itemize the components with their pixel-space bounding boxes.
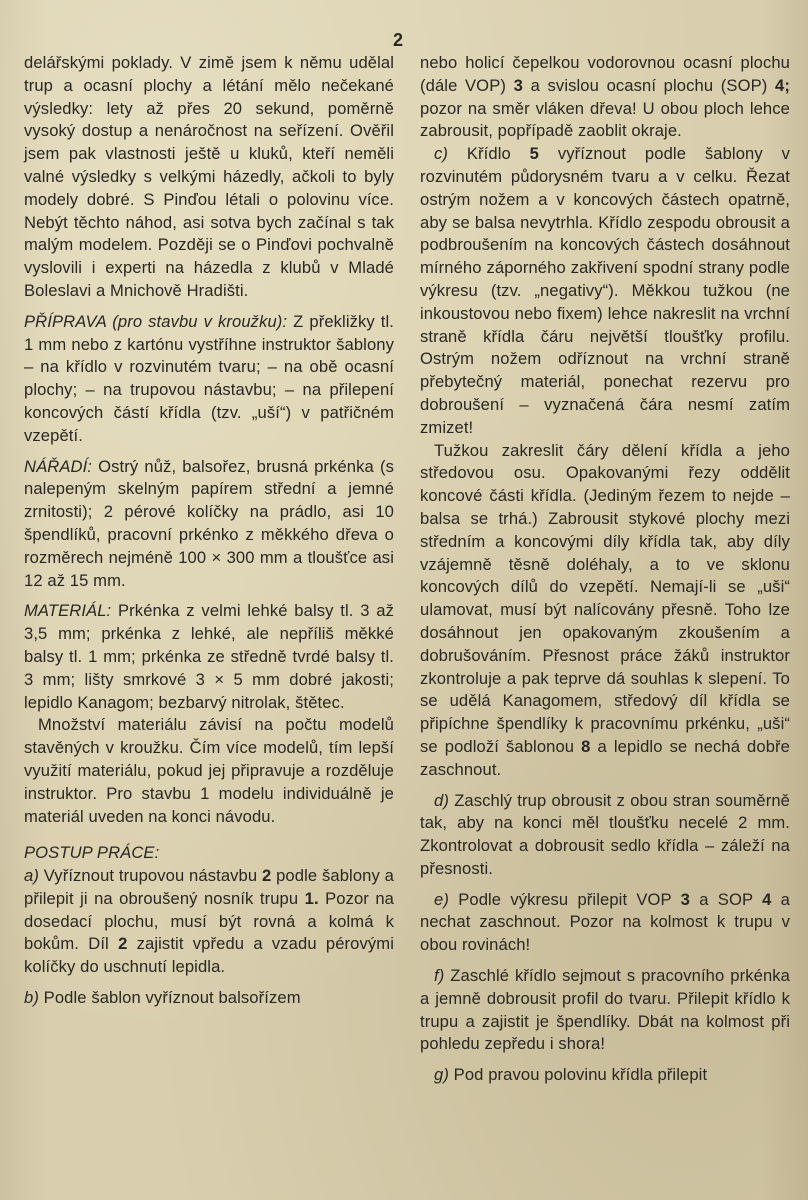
material-heading: MATERIÁL:: [24, 601, 112, 621]
material-text: Prkénka z velmi lehké balsy tl. 3 až 3,5 mm; prkénka z lehké, ale nepříliš měkké balsy tl. 1 mm; prkénka ze středně tvrdé balsy tl. 3 mm; lišty smrkové 3 × 5 mm dobré jakosti; lepidlo Kanagom; bezbarvý nitrolak, štětec.: [24, 601, 394, 712]
page-number: 2: [393, 30, 404, 50]
step-c-text-4: a lepidlo se nechá dobře zaschnout.: [420, 736, 790, 779]
step-a-text-4: zajistit vpředu a vzadu pérovými kolíčky do uschnutí lepidla.: [24, 934, 394, 977]
part-number: 4;: [775, 75, 790, 95]
step-c-label: c): [434, 144, 449, 164]
step-a-label: a): [24, 866, 39, 886]
step-b-text: Podle šablon vyříznout balsořízem: [38, 988, 301, 1008]
step-f-paragraph: [420, 965, 790, 1056]
left-column: [24, 52, 394, 1018]
part-number: 3: [680, 889, 691, 909]
step-d-label: d): [434, 790, 449, 810]
naradi-heading: NÁŘADÍ:: [24, 456, 93, 476]
step-b-cont-text-2: a svislou ocasní plochu (SOP): [522, 75, 776, 95]
step-d-paragraph: [420, 790, 790, 881]
step-b-cont-text-3: pozor na směr vláken dřeva! U obou ploch lehce zabrousit, popřípadě zaoblit okraje.: [420, 98, 790, 141]
priprava-heading: PŘÍPRAVA (pro stavbu v kroužku):: [24, 311, 288, 331]
intro-paragraph: delářskými poklady. V zimě jsem k němu udělal trup a ocasní plochy a létání mělo nečekané výsledky: lety až přes 20 sekund, poměrně vysoký dostup a nenáročnost na seřízení. Ověřil jsem pak vlastnosti ještě u kluků, kteří neměli valné výsledky s velkými házedly, ačkoli to byly modely dobré. S Pinďou létali o polovinu více. Nebýt těchto náhod, asi sotva bych začínal s tak malým modelem. Později se o Pinďovi pochvalně vyslovili i experti na házedla z klubů v Mladé Boleslavi a Mnichově Hradišti.: [24, 53, 394, 300]
priprava-text: Z překližky tl. 1 mm nebo z kartónu vystříhne instruktor šablony – na křídlo v rozvinutém tvaru; – na obě ocasní plochy; – na trupovou nástavbu; – na přilepení koncových částí křídla (tzv. „uší“) v patřičném vzepětí.: [24, 311, 394, 445]
part-number: 8: [581, 736, 591, 756]
step-e-text-1: Podle výkresu přilepit VOP: [448, 889, 681, 909]
step-g-label: g): [434, 1065, 449, 1085]
part-number: 5: [529, 144, 540, 164]
part-number: 2: [118, 934, 128, 954]
step-e-label: e): [434, 889, 449, 909]
step-c-text-1: Křídlo: [448, 144, 530, 164]
postup-heading: POSTUP PRÁCE:: [24, 843, 160, 863]
step-a-paragraph: [24, 865, 394, 979]
part-number: 3: [513, 75, 523, 95]
naradi-text: Ostrý nůž, balsořez, brusná prkénka (s nalepeným skelným papírem střední a jemné zrnitosti); 2 pérové kolíčky na prádlo, asi 10 špendlíků, pracovní prkénko z měkkého dřeva o rozměrech nejméně 100 × 300 mm a tloušťce asi 12 až 15 mm.: [24, 456, 394, 590]
step-g-text: Pod pravou polovinu křídla přilepit: [448, 1065, 708, 1085]
step-a-text-3: Pozor na dosedací plochu, musí být rovná a kolmá k bokům. Díl: [24, 888, 394, 954]
step-b-cont-text-1: nebo holicí čepelkou vodorovnou ocasní plochu (dále VOP): [420, 53, 790, 95]
step-g-paragraph: [420, 1064, 790, 1087]
step-e-text-2: a SOP: [690, 889, 763, 909]
step-b-continued: [420, 52, 790, 143]
part-number: 1.: [304, 888, 319, 908]
priprava-paragraph: [24, 311, 394, 448]
step-e-text-3: a nechat zaschnout. Pozor na kolmost k trupu v obou rovinách!: [420, 889, 790, 955]
step-b-label: b): [24, 988, 39, 1008]
step-a-text-2: podle šablony a přilepit ji na obroušený nosník trupu: [24, 866, 394, 908]
step-e-paragraph: [420, 889, 790, 957]
step-c-paragraph: [420, 143, 790, 439]
step-c-continued: [420, 440, 790, 782]
step-f-label: f): [434, 966, 445, 986]
material-paragraph: [24, 600, 394, 714]
naradi-paragraph: [24, 456, 394, 593]
right-column: [420, 52, 790, 1095]
mnozstvi-paragraph: Množství materiálu závisí na počtu modelů stavěných v kroužku. Čím více modelů, tím lepší využití materiálu, pokud jej připravuje a rozděluje instruktor. Pro stavbu 1 modelu individuálně je materiál uveden na konci návodu.: [24, 715, 394, 826]
step-f-text: Zaschlé křídlo sejmout s pracovního prkénka a jemně dobrousit profil do tvaru. Přilepit křídlo k trupu a zajistit je špendlíky. Dbát na kolmost při pohledu zepředu i shora!: [420, 966, 790, 1054]
step-c-text-3: Tužkou zakreslit čáry dělení křídla a jeho středovou osu. Opakovanými řezy oddělit koncové části křídla. (Jediným řezem to nejde – balsa se trhá.) Zabrousit stykové plochy mezi středním a koncovými díly křídla tak, aby díly vzájemně těsně doléhaly, a to ve sklonu koncových dílů do vzepětí. Nemají-li se „uši“ ulamovat, musí být nalícovány přesně. Toho lze dosáhnout jen opakovaným zkoušením a dobrušováním. Přesnost práce žáků instruktor zkontroluje a pak teprve dá souhlas k slepení. To se udělá Kanagomem, středový díl křídla se připíchne špendlíky k pracovnímu prkénku, „uši“ se podloží šablonou: [420, 440, 790, 756]
part-number: 2: [261, 866, 272, 886]
step-c-text-2: vyříznout podle šablony v rozvinutém půdorysném tvaru a v celku. Řezat ostrým nožem a v koncových částech opatrně, aby se balsa nevytrhla. Křídlo zespodu obrousit a podbroušením na koncových částech dosáhnout mírného záporného zakřivení spodní strany podle výkresu (tzv. „negativy“). Měkkou tužkou (ne inkoustovou nebo fixem) lehce nakreslit na vrchní straně křídla čáru největší tloušťky profilu. Ostrým nožem odříznout na vrchní straně přebytečný materiál, ponechat rezervu pro dobroušení – vyznačená čára nesmí zatím zmizet!: [420, 144, 790, 437]
part-number: 4: [762, 889, 772, 909]
step-b-paragraph: [24, 987, 394, 1010]
step-d-text: Zaschlý trup obrousit z obou stran souměrně tak, aby na konci měl tloušťku necelé 2 mm. Zkontrolovat a dobrousit sedlo křídla – záleží na přesnosti.: [420, 790, 790, 878]
step-a-text-1: Vyříznout trupovou nástavbu: [38, 866, 262, 886]
